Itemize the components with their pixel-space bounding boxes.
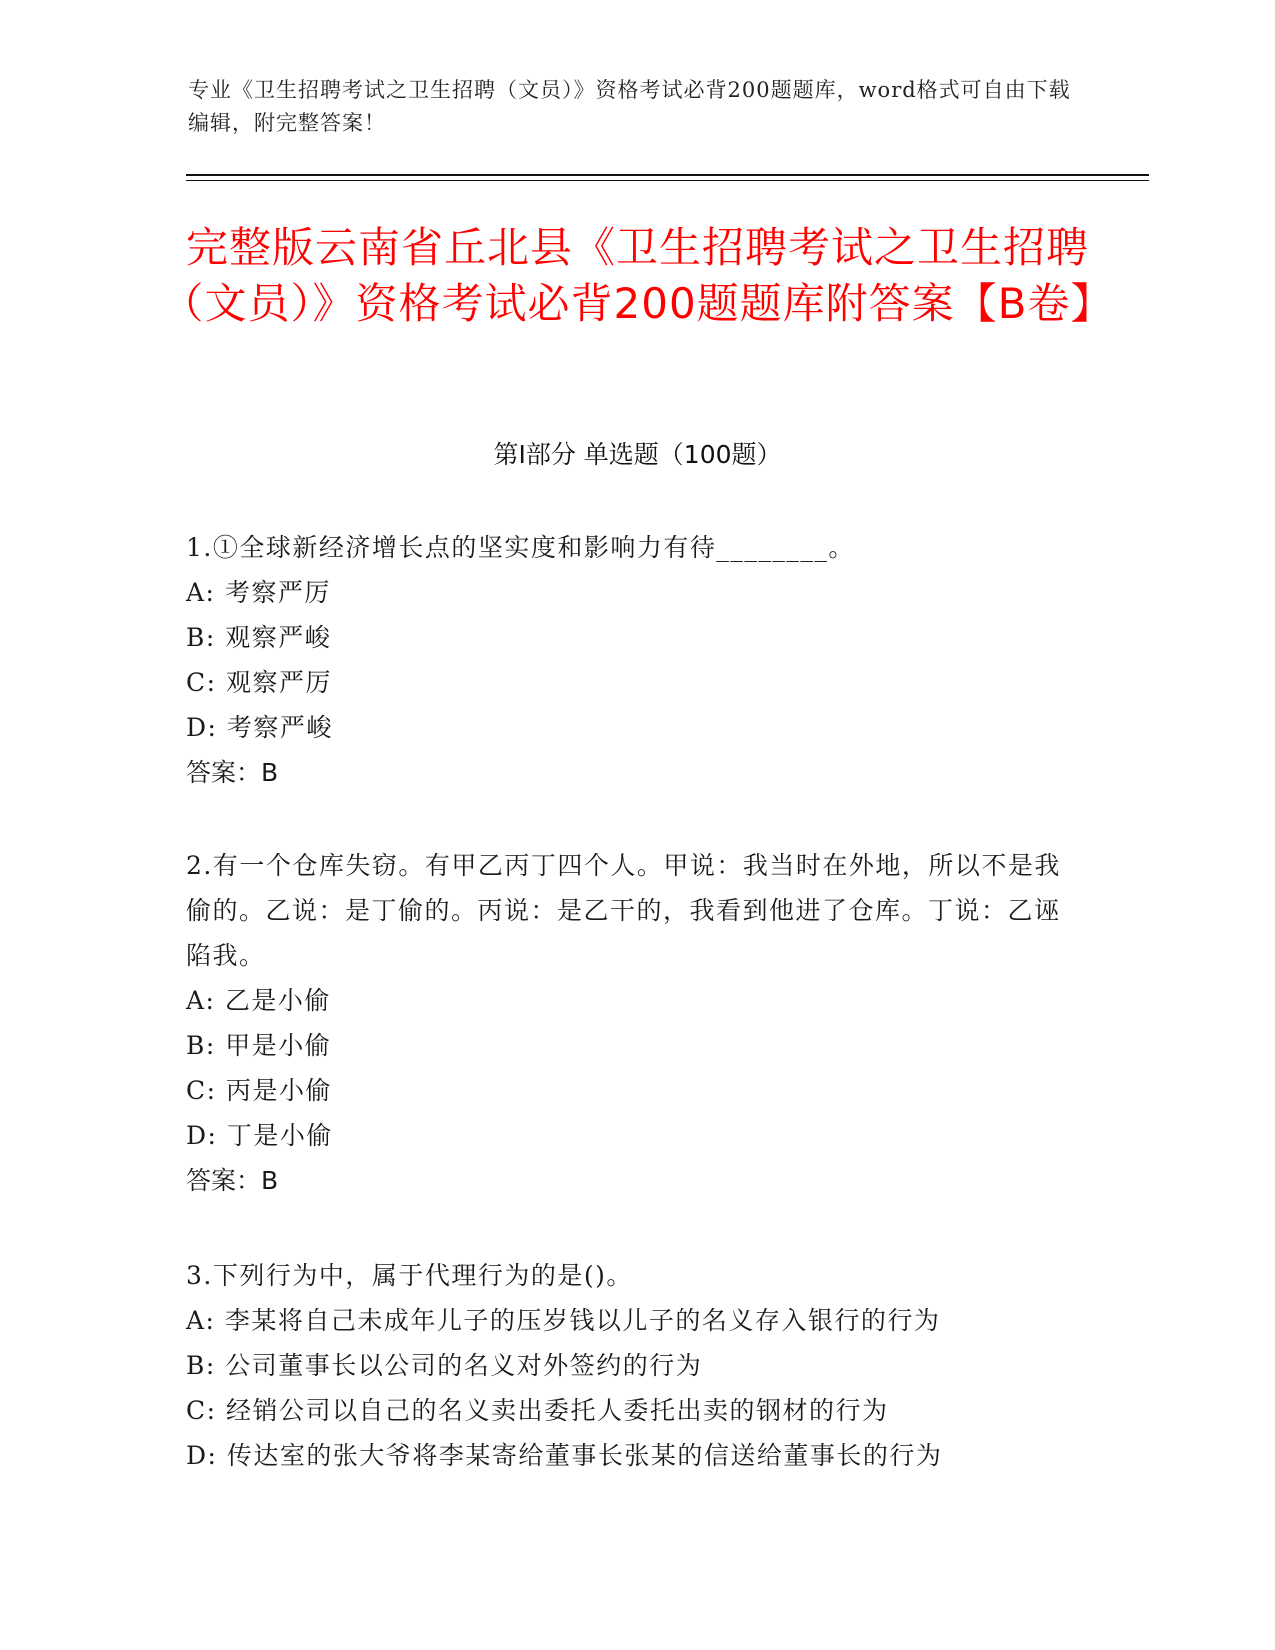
question-3 bbox=[186, 1253, 1066, 1478]
question-stem: 3.下列行为中，属于代理行为的是()。 bbox=[186, 1261, 633, 1290]
header-rule-thick bbox=[186, 174, 1149, 176]
question-1 bbox=[186, 525, 1066, 795]
option-b: B: 甲是小偷 bbox=[186, 1031, 332, 1060]
question-stem: 2.有一个仓库失窃。有甲乙丙丁四个人。甲说：我当时在外地，所以不是我偷的。乙说：是丁偷的。丙说：是乙干的，我看到他进了仓库。丁说：乙诬陷我。 bbox=[186, 851, 1061, 970]
option-c: C: 丙是小偷 bbox=[186, 1076, 332, 1105]
answer: 答案：B bbox=[186, 1166, 279, 1195]
question-2 bbox=[186, 843, 1066, 1203]
section-title: 第Ⅰ部分 单选题（100题） bbox=[493, 440, 782, 469]
option-d: D: 考察严峻 bbox=[186, 713, 333, 742]
answer: 答案：B bbox=[186, 758, 279, 787]
header-note: 专业《卫生招聘考试之卫生招聘（文员）》资格考试必背200题题库，word格式可自由下载编辑，附完整答案！ bbox=[188, 78, 1071, 135]
option-a: A: 乙是小偷 bbox=[186, 986, 331, 1015]
option-c: C: 观察严厉 bbox=[186, 668, 332, 697]
option-b: B: 观察严峻 bbox=[186, 623, 332, 652]
option-a: A: 考察严厉 bbox=[186, 578, 331, 607]
option-a: A: 李某将自己未成年儿子的压岁钱以儿子的名义存入银行的行为 bbox=[186, 1306, 941, 1335]
document-title: 完整版云南省丘北县《卫生招聘考试之卫生招聘（文员）》资格考试必背200题题库附答案【B卷】 bbox=[161, 223, 1114, 328]
option-d: D: 丁是小偷 bbox=[186, 1121, 333, 1150]
option-b: B: 公司董事长以公司的名义对外签约的行为 bbox=[186, 1351, 703, 1380]
option-d: D: 传达室的张大爷将李某寄给董事长张某的信送给董事长的行为 bbox=[186, 1441, 943, 1470]
option-c: C: 经销公司以自己的名义卖出委托人委托出卖的钢材的行为 bbox=[186, 1396, 889, 1425]
header-rule-thin bbox=[186, 180, 1149, 181]
question-stem: 1.①全球新经济增长点的坚实度和影响力有待________。 bbox=[186, 533, 855, 562]
